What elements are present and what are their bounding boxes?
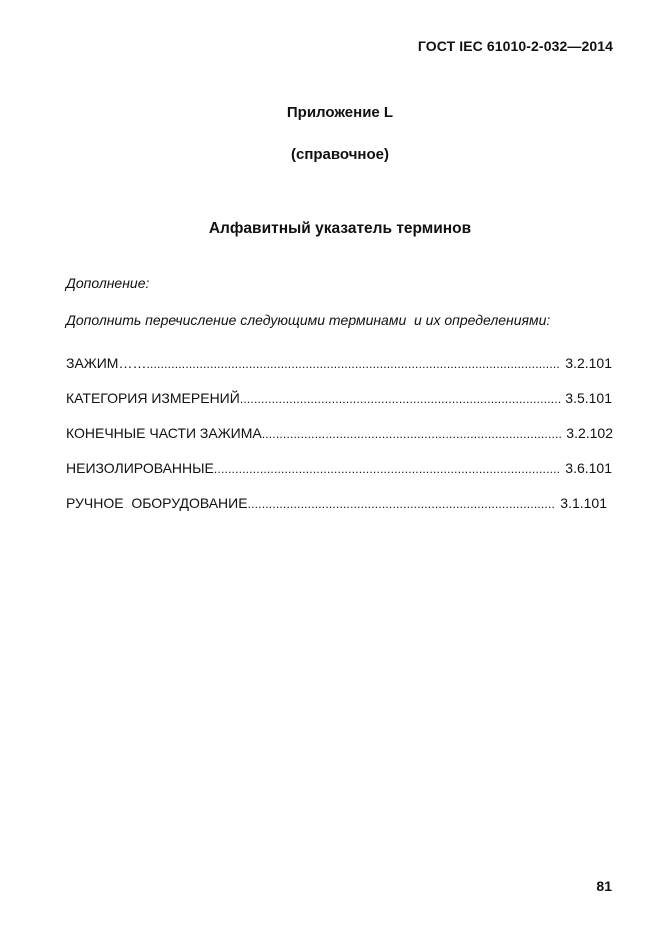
term-reference: 3.6.101 <box>565 460 612 476</box>
dot-leader <box>262 425 563 442</box>
term-row <box>66 355 612 390</box>
appendix-title: Приложение L <box>286 104 394 121</box>
page-number: 81 <box>596 878 612 894</box>
term-row <box>66 425 613 460</box>
term-reference: 3.1.101 <box>560 495 607 511</box>
term-name: КОНЕЧНЫЕ ЧАСТИ ЗАЖИМА <box>66 425 262 441</box>
dot-leader <box>248 495 557 512</box>
dot-leader <box>146 355 561 372</box>
term-reference: 3.2.101 <box>565 355 612 371</box>
addition-text: Дополнить перечисление следующими терминами и их определениями: <box>66 312 551 328</box>
index-title: Алфавитный указатель терминов <box>208 220 472 237</box>
appendix-kind: (справочное) <box>291 146 389 163</box>
term-name: КАТЕГОРИЯ ИЗМЕРЕНИЙ <box>66 390 240 406</box>
term-name: ЗАЖИМ…… <box>66 355 147 371</box>
term-row <box>66 495 607 530</box>
term-name: РУЧНОЕ ОБОРУДОВАНИЕ <box>66 495 248 511</box>
term-row <box>66 460 612 495</box>
addition-label: Дополнение: <box>66 275 150 291</box>
term-reference: 3.5.101 <box>565 390 612 406</box>
dot-leader <box>240 390 561 407</box>
standard-header: ГОСТ IEC 61010-2-032—2014 <box>417 38 613 54</box>
term-name: НЕИЗОЛИРОВАННЫЕ <box>66 460 214 476</box>
term-row <box>66 390 612 425</box>
terms-list <box>66 355 613 530</box>
dot-leader <box>214 460 561 477</box>
term-reference: 3.2.102 <box>566 425 613 441</box>
